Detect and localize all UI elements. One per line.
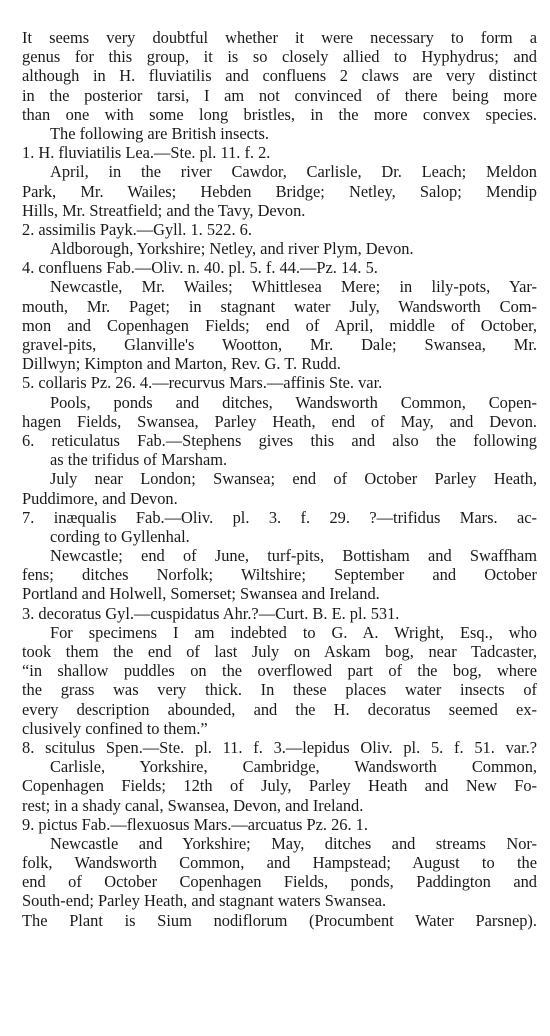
text-line: South-end; Parley Heath, and stagnant waters Swansea.: [22, 891, 387, 911]
text-line: 2. assimilis Payk.—Gyll. 1. 522. 6.: [22, 219, 252, 239]
text-line: 4. confluens Fab.—Oliv. n. 40. pl. 5. f. 44.—Pz. 14. 5.: [22, 258, 378, 278]
text-line: 3. decoratus Gyl.—cuspidatus Ahr.?—Curt. B. E. pl. 531.: [22, 603, 400, 623]
text-line: 8. scitulus Spen.—Ste. pl. 11. f. 3.—lepidus Oliv. pl. 5. f. 51. var.?: [22, 737, 537, 757]
text-line: July near London; Swansea; end of October Parley Heath,: [50, 469, 537, 489]
text-line: Dillwyn; Kimpton and Marton, Rev. G. T. Rudd.: [22, 354, 341, 374]
text-line: The Plant is Sium nodiflorum (Procumbent Water Parsnep).: [22, 910, 537, 930]
text-line: as the trifidus of Marsham.: [50, 450, 228, 470]
text-line: For specimens I am indebted to G. A. Wright, Esq., who: [50, 622, 537, 642]
text-line: 5. collaris Pz. 26. 4.—recurvus Mars.—affinis Ste. var.: [22, 373, 383, 393]
text-line: mon and Copenhagen Fields; end of April, middle of October,: [22, 315, 537, 335]
text-line: Newcastle and Yorkshire; May, ditches and streams Nor-: [50, 833, 537, 853]
text-line: in the posterior tarsi, I am not convinced of there being more: [22, 85, 537, 105]
text-line: genus for this group, it is so closely allied to Hyphydrus; and: [22, 47, 537, 67]
text-line: although in H. fluviatilis and confluens 2 claws are very distinct: [22, 66, 537, 86]
text-line: The following are British insects.: [50, 123, 269, 143]
text-line: Carlisle, Yorkshire, Cambridge, Wandsworth Common,: [50, 757, 537, 777]
text-line: end of October Copenhagen Fields, ponds, Paddington and: [22, 872, 537, 892]
text-line: Puddimore, and Devon.: [22, 488, 178, 508]
text-line: clusively confined to them.”: [22, 718, 208, 738]
text-body: [22, 28, 537, 930]
text-line: 1. H. fluviatilis Lea.—Ste. pl. 11. f. 2.: [22, 143, 271, 163]
text-line: than one with some long bristles, in the more convex species.: [22, 104, 537, 124]
text-line: every description abounded, and the H. decoratus seemed ex-: [22, 699, 537, 719]
text-line: Copenhagen Fields; 12th of July, Parley Heath and New Fo-: [22, 776, 537, 796]
text-line: 7. inæqualis Fab.—Oliv. pl. 3. f. 29. ?—trifidus Mars. ac-: [22, 507, 537, 527]
text-line: fens; ditches Norfolk; Wiltshire; September and October: [22, 565, 537, 585]
text-line: “in shallow puddles on the overflowed part of the bog, where: [22, 661, 537, 681]
text-line: 6. reticulatus Fab.—Stephens gives this and also the following: [22, 430, 537, 450]
text-line: 9. pictus Fab.—flexuosus Mars.—arcuatus Pz. 26. 1.: [22, 814, 368, 834]
text-line: the grass was very thick. In these places water insects of: [22, 680, 537, 700]
text-line: April, in the river Cawdor, Carlisle, Dr. Leach; Meldon: [50, 162, 537, 182]
text-line: folk, Wandsworth Common, and Hampstead; August to the: [22, 853, 537, 873]
text-line: took them the end of last July on Askam bog, near Tadcaster,: [22, 642, 537, 661]
text-line: cording to Gyllenhal.: [50, 526, 190, 546]
text-line: Newcastle; end of June, turf-pits, Bottisham and Swaffham: [50, 546, 537, 566]
text-line: mouth, Mr. Paget; in stagnant water July, Wandsworth Com-: [22, 296, 537, 316]
text-line: Portland and Holwell, Somerset; Swansea and Ireland.: [22, 584, 380, 604]
text-line: Newcastle, Mr. Wailes; Whittlesea Mere; in lily-pots, Yar-: [50, 277, 537, 297]
text-line: Hills, Mr. Streatfield; and the Tavy, Devon.: [22, 200, 306, 220]
text-line: rest; in a shady canal, Swansea, Devon, and Ireland.: [22, 795, 364, 815]
text-line: Park, Mr. Wailes; Hebden Bridge; Netley, Salop; Mendip: [22, 181, 537, 201]
text-line: It seems very doubtful whether it were necessary to form a: [22, 28, 537, 47]
text-line: hagen Fields, Swansea, Parley Heath, end of May, and Devon.: [22, 411, 537, 431]
text-line: Pools, ponds and ditches, Wandsworth Common, Copen-: [50, 392, 537, 412]
text-line: Aldborough, Yorkshire; Netley, and river Plym, Devon.: [50, 239, 414, 259]
text-line: gravel-pits, Glanville's Wootton, Mr. Dale; Swansea, Mr.: [22, 335, 537, 354]
